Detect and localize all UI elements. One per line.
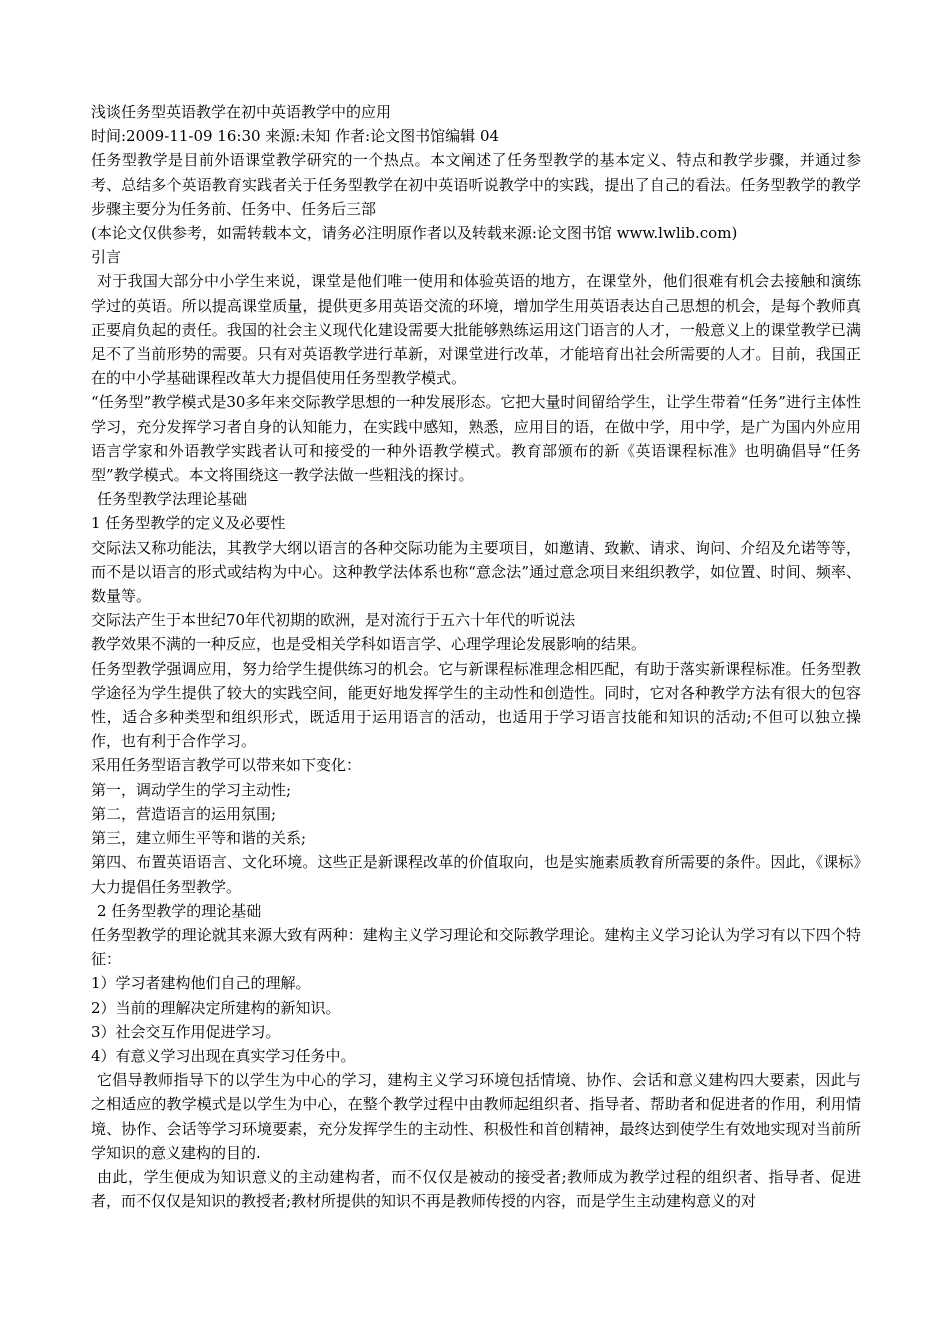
list-item: 2）当前的理解决定所建构的新知识。 xyxy=(91,998,341,1017)
list-item: 第一，调动学生的学习主动性; xyxy=(91,780,292,799)
list-item: 第四、布置英语语言、文化环境。这些正是新课程改革的价值取向，也是实施素质教育所需要的条件。因此，《课标》大力提倡任务型教学。 xyxy=(91,853,861,896)
document-body xyxy=(91,100,861,1213)
article-abstract: 任务型教学是目前外语课堂教学研究的一个热点。本文阐述了任务型教学的基本定义、特点和教学步骤，并通过参考、总结多个英语教育实践者关于任务型教学在初中英语听说教学中的实践，提出了自己的看法。任务型教学的教学步骤主要分为任务前、任务中、任务后三部 xyxy=(91,151,861,218)
list-item: 第三，建立师生平等和谐的关系; xyxy=(91,829,307,848)
intro-heading: 引言 xyxy=(91,248,122,267)
subsection-2-heading: 2 任务型教学的理论基础 xyxy=(97,901,262,920)
subsection-2-paragraph-3: 由此，学生便成为知识意义的主动建构者，而不仅仅是被动的接受者;教师成为教学过程的组织者、指导者、促进者，而不仅仅是知识的教授者;教材所提供的知识不再是教师传授的内容，而是学生主动建构意义的对 xyxy=(91,1167,861,1211)
list-item: 1）学习者建构他们自己的理解。 xyxy=(91,974,311,993)
reprint-notice: (本论文仅供参考，如需转载本文，请务必注明原作者以及转载来源:论文图书馆 www.lwlib.com) xyxy=(91,224,738,243)
subsection-1-paragraph-2: 交际法产生于本世纪70年代初期的欧洲，是对流行于五六十年代的听说法 xyxy=(91,611,576,630)
subsection-1-paragraph-5: 采用任务型语言教学可以带来如下变化： xyxy=(91,756,362,775)
subsection-1-heading: 1 任务型教学的定义及必要性 xyxy=(91,514,286,533)
list-item: 第二，营造语言的运用氛围; xyxy=(91,804,277,823)
intro-paragraph-2: “任务型”教学模式是30多年来交际教学思想的一种发展形态。它把大量时间留给学生，让学生带着“任务”进行主体性学习，充分发挥学习者自身的认知能力，在实践中感知，熟悉，应用目的语，在做中学，用中学，是广为国内外应用语言学家和外语教学实践者认可和接受的一种外语教学模式。教育部颁布的新《英语课程标准》也明确倡导“任务型”教学模式。本文将围绕这一教学法做一些粗浅的探讨。 xyxy=(91,393,861,485)
subsection-2-paragraph-1: 任务型教学的理论就其来源大致有两种：建构主义学习理论和交际教学理论。建构主义学习论认为学习有以下四个特征： xyxy=(91,925,861,969)
intro-paragraph-1: 对于我国大部分中小学生来说，课堂是他们唯一使用和体验英语的地方，在课堂外，他们很难有机会去接触和演练学过的英语。所以提高课堂质量，提供更多用英语交流的环境，增加学生用英语表达自己思想的机会，是每个教师真正要肩负起的责任。我国的社会主义现代化建设需要大批能够熟练运用这门语言的人才，一般意义上的课堂教学已满足不了当前形势的需要。只有对英语教学进行革新，对课堂进行改革，才能培育出社会所需要的人才。目前，我国正在的中小学基础课程改革大力提倡使用任务型教学模式。 xyxy=(91,272,861,388)
subsection-2-paragraph-2: 它倡导教师指导下的以学生为中心的学习，建构主义学习环境包括情境、协作、会话和意义建构四大要素，因此与之相适应的教学模式是以学生为中心，在整个教学过程中由教师起组织者、指导者、帮助者和促进者的作用，利用情境、协作、会话等学习环境要素，充分发挥学生的主动性、积极性和首创精神，最终达到使学生有效地实现对当前所学知识的意义建构的目的. xyxy=(91,1071,861,1162)
article-meta: 时间:2009-11-09 16:30 来源:未知 作者:论文图书馆编辑 04 xyxy=(91,127,500,146)
list-item: 4）有意义学习出现在真实学习任务中。 xyxy=(91,1046,356,1065)
list-item: 3）社会交互作用促进学习。 xyxy=(91,1022,281,1041)
subsection-1-paragraph-3: 教学效果不满的一种反应，也是受相关学科如语言学、心理学理论发展影响的结果。 xyxy=(91,635,647,654)
section-heading: 任务型教学法理论基础 xyxy=(97,490,248,509)
subsection-1-paragraph-4: 任务型教学强调应用，努力给学生提供练习的机会。它与新课程标准理念相匹配，有助于落实新课程标准。任务型教学途径为学生提供了较大的实践空间，能更好地发挥学生的主动性和创造性。同时，它对各种教学方法有很大的包容性，适合多种类型和组织形式，既适用于运用语言的活动，也适用于学习语言技能和知识的活动;不但可以独立操作，也有利于合作学习。 xyxy=(91,659,861,751)
article-title: 浅谈任务型英语教学在初中英语教学中的应用 xyxy=(91,103,392,121)
subsection-1-paragraph-1: 交际法又称功能法，其教学大纲以语言的各种交际功能为主要项目，如邀请、致歉、请求、询问、介绍及允诺等等，而不是以语言的形式或结构为中心。这种教学法体系也称“意念法”通过意念项目来组织教学，如位置、时间、频率、数量等。 xyxy=(91,538,861,606)
